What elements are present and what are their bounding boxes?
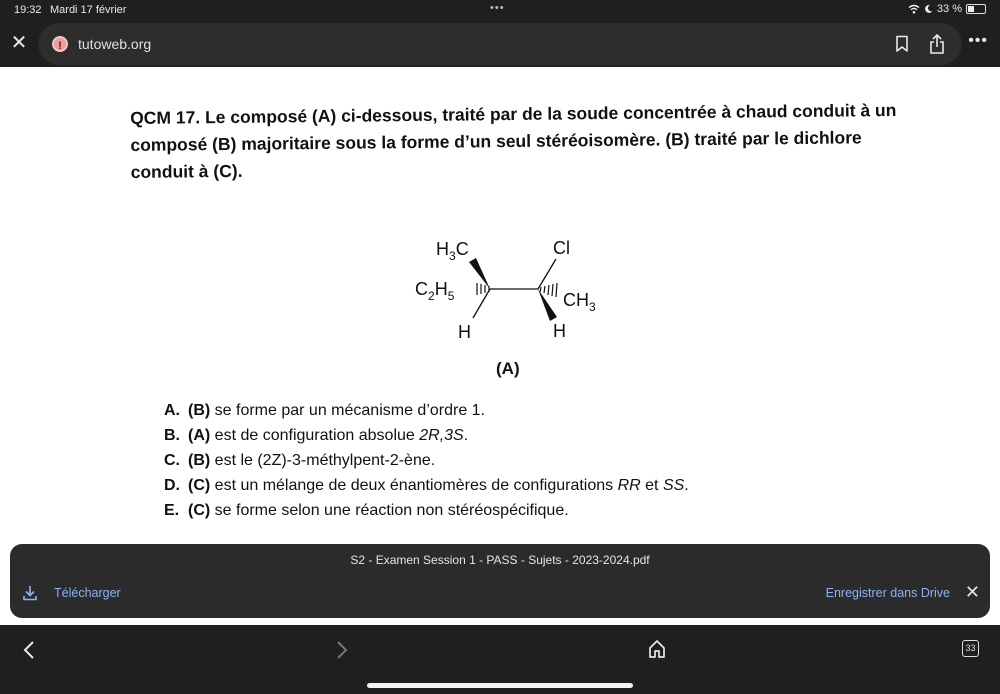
- battery-icon: [966, 4, 986, 14]
- browser-toolbar: [0, 20, 1000, 67]
- status-bar: [0, 0, 1000, 20]
- battery-fill: [968, 6, 974, 12]
- save-to-drive-button[interactable]: Enregistrer dans Drive: [825, 586, 950, 600]
- download-icon[interactable]: [22, 585, 38, 601]
- label-cl: Cl: [553, 238, 570, 258]
- site-warning-icon[interactable]: !: [52, 36, 68, 52]
- page-content: [0, 67, 1000, 625]
- url-bar[interactable]: [38, 23, 962, 65]
- label-h-right: H: [553, 321, 566, 341]
- answer-b: B. (A) est de configuration absolue 2R,3S.: [164, 427, 469, 444]
- url-text[interactable]: tutoweb.org: [78, 36, 152, 52]
- forward-icon[interactable]: [333, 639, 351, 661]
- label-c2h5: $C_2H_5$: [415, 279, 455, 303]
- answer-d: D. (C) est un mélange de deux énantiomères de configurations RR et SS.: [164, 477, 689, 494]
- answer-e: E. (C) se forme selon une réaction non stéréospécifique.: [164, 502, 569, 519]
- question-text: QCM 17. Le composé (A) ci-dessous, traité par de la soude concentrée à chaud conduit à un composé (B) majoritaire sous la forme d’un seul stéréoisomère. (B) traité par le dichlore conduit à (C).: [130, 99, 897, 182]
- status-right: [908, 3, 986, 15]
- share-icon[interactable]: [928, 33, 946, 55]
- answer-a: A. (B) se forme par un mécanisme d’ordre 1.: [164, 402, 486, 419]
- download-button[interactable]: Télécharger: [54, 586, 121, 600]
- bookmark-icon[interactable]: [894, 35, 910, 53]
- molecule-label: (A): [496, 359, 520, 378]
- tab-count-button[interactable]: 33: [962, 640, 979, 657]
- molecule-diagram: [405, 230, 625, 350]
- download-bar: [10, 544, 990, 618]
- answer-c: C. (B) est le (2Z)-3-méthylpent-2-ène.: [164, 452, 436, 469]
- wedge-bond-right: [538, 289, 557, 321]
- back-icon[interactable]: [20, 639, 38, 661]
- label-h3c: $H_3C$: [436, 239, 469, 263]
- hashed-bond-right: [540, 283, 557, 297]
- answer-list: [164, 398, 689, 523]
- multitask-dots-icon[interactable]: •••: [490, 2, 505, 14]
- wifi-icon: [908, 4, 920, 14]
- status-time: 19:32: [14, 4, 42, 16]
- status-date: Mardi 17 février: [50, 4, 127, 16]
- bottom-navigation: [0, 625, 1000, 694]
- moon-icon: [924, 4, 933, 14]
- download-filename: S2 - Examen Session 1 - PASS - Sujets - 2023-2024.pdf: [350, 553, 650, 567]
- close-icon[interactable]: ✕: [10, 32, 28, 54]
- wedge-bond-left: [469, 258, 490, 289]
- home-indicator[interactable]: [367, 683, 633, 688]
- battery-percent: 33 %: [936, 3, 962, 15]
- label-ch3: $CH_3$: [563, 290, 596, 314]
- label-h-left: H: [458, 322, 471, 342]
- close-download-icon[interactable]: ✕: [964, 582, 980, 602]
- more-icon[interactable]: •••: [968, 32, 988, 49]
- home-icon[interactable]: [648, 638, 666, 660]
